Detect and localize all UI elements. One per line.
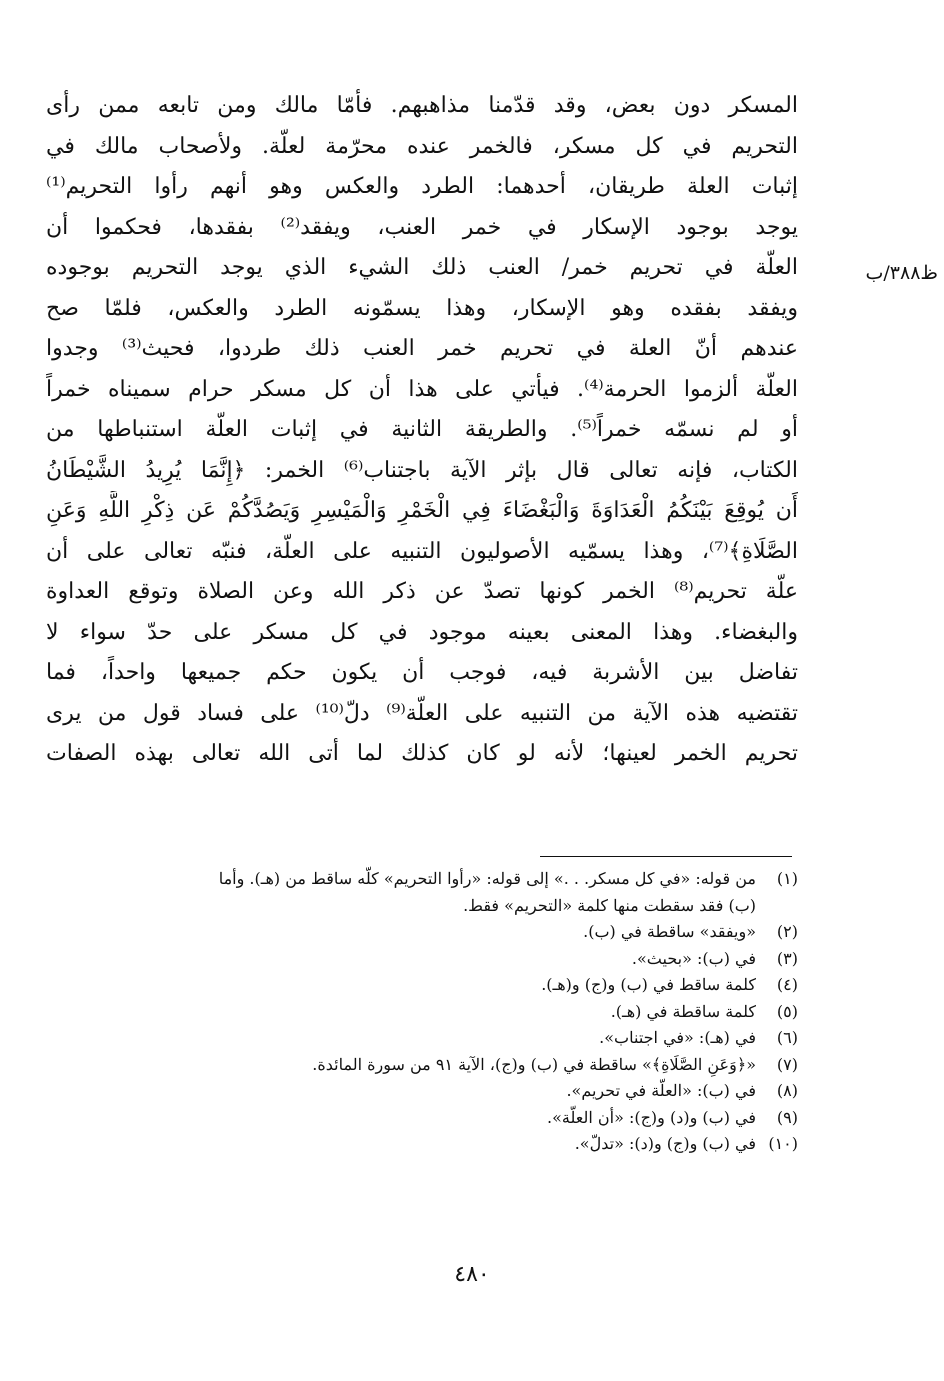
footnote-text: «ويفقد» ساقطة في (ب).	[583, 922, 756, 941]
footnote	[46, 919, 798, 946]
text-line: والبغضاء. وهذا المعنى بعينه موجود في كل مسكر على حدّ سواء لا	[46, 619, 798, 645]
footnote-number: (٣)	[776, 948, 798, 968]
footnote-text: «﴿وَعَنِ الصَّلَاةِ﴾» ساقطة في (ب) و(ج)، الآية ٩١ من سورة المائدة.	[312, 1054, 756, 1074]
footnote-text: من قوله: «في كل مسكر. . .» إلى قوله: «رأوا التحريم» كلّه ساقط من (هـ). وأما	[218, 869, 756, 888]
footnote	[46, 999, 798, 1026]
page-number: ٤٨٠	[454, 1262, 490, 1287]
footnotes	[46, 866, 798, 1158]
text-line: أو لم نسمّه خمراً⁽⁵⁾. والطريقة الثانية في إثبات العلّة استنباطها من	[46, 417, 798, 442]
footnote-number: (٦)	[776, 1028, 798, 1047]
footnote-number: (١)	[776, 869, 798, 888]
text-line: يوجد بوجود الإسكار في خمر العنب، ويفقد⁽²⁾ بفقدها، فحكموا أن	[46, 214, 798, 240]
text-line: العلّة ألزموا الحرمة⁽⁴⁾. فيأتي على هذا أن كل مسكر حرام سميناه خمراً	[46, 376, 798, 402]
text-line: التحريم في كل مسكر، فالخمر عنده محرّمة لعلّة. ولأصحاب مالك في	[46, 133, 798, 159]
footnote-number: (٩)	[776, 1107, 798, 1127]
footnote-number: (٤)	[776, 975, 798, 994]
text-line: أَن يُوقِعَ بَيْنَكُمُ الْعَدَاوَةَ وَالْبَغْضَاءَ فِي الْخَمْرِ وَالْمَيْسِرِ وَيَصُدَّكُمْ عَن ذِكْرِ اللَّهِ وَعَنِ	[46, 498, 798, 523]
text-line: تقتضيه هذه الآية من التنبيه على العلّة⁽⁹⁾ دلّ⁽¹⁰⁾ على فساد قول من يرى	[46, 700, 798, 726]
footnote	[46, 1025, 798, 1052]
footnote-text: في (ب): «العلّة في تحريم».	[566, 1081, 756, 1100]
text-line: تفاضل بين الأشربة فيه، فوجب أن يكون حكم جميعها واحداً، فما	[46, 660, 798, 685]
footnote-number: (٧)	[776, 1054, 798, 1074]
footnote	[46, 866, 798, 893]
text-line: الكتاب، فإنه تعالى قال بإثر الآية باجتناب⁽⁶⁾ الخمر: ﴿إِنَّمَا يُرِيدُ الشَّيْطَانُ	[46, 457, 798, 483]
text-line: العلّة في تحريم خمر/ العنب ذلك الشيء الذي يوجد التحريم بوجوده	[46, 255, 798, 280]
footnote-number: (٢)	[776, 922, 798, 941]
footnote-text: كلمة ساقطة في (هـ).	[610, 1001, 756, 1021]
text-line: المسكر دون بعض، وقد قدّمنا مذاهبهم. فأمّا مالك ومن تابعه ممن رأى	[46, 93, 798, 118]
text-line: ويفقد بفقده وهو الإسكار، وهذا يسمّونه الطرد والعكس، فلمّا صح	[46, 295, 798, 321]
footnote-number: (٥)	[776, 1001, 798, 1021]
footnote-continuation: (ب) فقد سقطت منها كلمة «التحريم» فقط.	[463, 895, 756, 915]
footnote-text: في (ب) و(ج) و(د): «تدلّ».	[574, 1134, 756, 1153]
footnote-text: في (ب) و(د) و(ج): «أن العلّة».	[547, 1107, 756, 1127]
footnote-text: في (ب): «بحيث».	[631, 948, 756, 968]
footnote-text: كلمة ساقط في (ب) و(ج) و(هـ).	[541, 975, 756, 994]
footnote-divider	[540, 856, 792, 857]
text-line: إثبات العلة طريقان، أحدهما: الطرد والعكس وهو أنهم رأوا التحريم⁽¹⁾	[46, 174, 798, 199]
footnote-number: (١٠)	[768, 1134, 798, 1153]
footnote	[46, 946, 798, 973]
footnote	[46, 972, 798, 999]
footnote-text: في (هـ): «في اجتناب».	[599, 1028, 756, 1047]
text-line: علّة تحريم⁽⁸⁾ الخمر كونها تصدّ عن ذكر الله وعن الصلاة وتوقع العداوة	[46, 579, 798, 604]
text-line: تحريم الخمر لعينها؛ لأنه لو كان كذلك لما أتى الله تعالى بهذه الصفات	[46, 741, 798, 766]
main-text	[46, 86, 798, 775]
footnote	[46, 1105, 798, 1132]
footnote	[46, 1052, 798, 1079]
footnote-number: (٨)	[776, 1081, 798, 1100]
manuscript-folio-marker: ظ۳۸۸/ب	[865, 262, 938, 284]
footnote	[46, 1131, 798, 1158]
footnote	[46, 1078, 798, 1105]
text-line: عندهم أنّ العلة في تحريم خمر العنب ذلك طردوا، فحيث⁽³⁾ وجدوا	[46, 336, 798, 361]
text-line: الصَّلَاةِ﴾⁽⁷⁾، وهذا يسمّيه الأصوليون التنبيه على العلّة، فنبّه تعالى على أن	[46, 538, 798, 564]
